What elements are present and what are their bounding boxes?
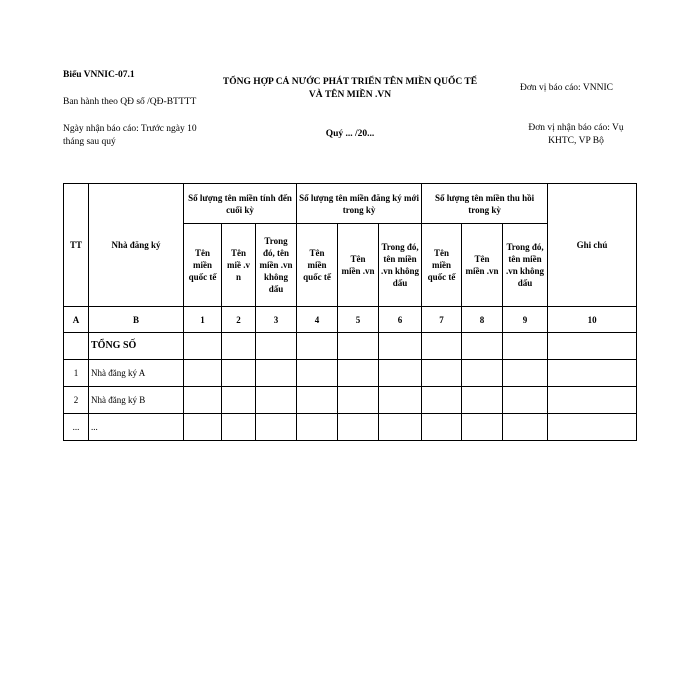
subheader-international-2: Tên miền quốc tế — [297, 224, 338, 307]
table-cell — [338, 387, 379, 414]
header-notes: Ghi chú — [548, 184, 637, 307]
table-cell — [379, 333, 422, 360]
table-cell — [256, 414, 297, 441]
header-tt: TT — [64, 184, 89, 307]
table-cell — [338, 414, 379, 441]
subheader-vn-2: Tên miền .vn — [338, 224, 379, 307]
row-name: ... — [89, 414, 184, 441]
table-cell — [184, 333, 222, 360]
report-title — [205, 76, 495, 102]
table-cell — [338, 360, 379, 387]
table-cell — [297, 387, 338, 414]
table-cell — [548, 414, 637, 441]
table-cell — [422, 387, 462, 414]
table-row — [64, 387, 637, 414]
table-cell — [379, 360, 422, 387]
form-code: Biểu VNNIC-07.1 — [63, 70, 135, 80]
row-tt — [64, 333, 89, 360]
table-cell — [379, 387, 422, 414]
subheader-no-accent-1: Trong đó, tên miền .vn không dấu — [256, 224, 297, 307]
index-cell: A — [64, 307, 89, 333]
table-cell — [422, 333, 462, 360]
subheader-vn-1: Tên miề .v n — [222, 224, 256, 307]
index-cell: 8 — [462, 307, 503, 333]
table-cell — [548, 333, 637, 360]
row-tt: 1 — [64, 360, 89, 387]
index-cell: 7 — [422, 307, 462, 333]
table-cell — [297, 414, 338, 441]
summary-table — [63, 183, 637, 441]
receive-date — [63, 123, 233, 149]
receive-date-line2: tháng sau quý — [63, 137, 116, 147]
quarter-label: Quý ... /20... — [325, 129, 375, 139]
table-row — [64, 414, 637, 441]
table-cell — [503, 360, 548, 387]
table-row-total — [64, 333, 637, 360]
table-row — [64, 360, 637, 387]
table-cell — [297, 360, 338, 387]
row-name: Nhà đăng ký B — [89, 387, 184, 414]
table-cell — [462, 387, 503, 414]
index-cell: 4 — [297, 307, 338, 333]
header-group-revoked: Số lượng tên miền thu hồi trong kỳ — [422, 184, 548, 224]
receive-date-line1: Ngày nhận báo cáo: Trước ngày 10 — [63, 124, 197, 134]
header-registrar: Nhà đăng ký — [89, 184, 184, 307]
index-cell: 10 — [548, 307, 637, 333]
table-cell — [422, 414, 462, 441]
row-tt: 2 — [64, 387, 89, 414]
index-row — [64, 307, 637, 333]
table-cell — [222, 333, 256, 360]
subheader-international-1: Tên miền quốc tế — [184, 224, 222, 307]
table-cell — [503, 414, 548, 441]
subheader-international-3: Tên miền quốc tế — [422, 224, 462, 307]
header-group-new-registrations: Số lượng tên miền đăng ký mới trong kỳ — [297, 184, 422, 224]
table-cell — [462, 360, 503, 387]
receiving-unit — [516, 122, 636, 148]
receiving-unit-line2: KHTC, VP Bộ — [548, 136, 604, 146]
table-cell — [548, 360, 637, 387]
index-cell: 9 — [503, 307, 548, 333]
table-cell — [422, 360, 462, 387]
table-cell — [503, 387, 548, 414]
table-cell — [222, 360, 256, 387]
table-cell — [462, 333, 503, 360]
table-cell — [548, 387, 637, 414]
subheader-vn-3: Tên miền .vn — [462, 224, 503, 307]
row-name: Nhà đăng ký A — [89, 360, 184, 387]
table-cell — [256, 387, 297, 414]
index-cell: 5 — [338, 307, 379, 333]
table-cell — [256, 333, 297, 360]
header-group-total-end-period: Số lượng tên miền tính đến cuối kỳ — [184, 184, 297, 224]
table-cell — [184, 387, 222, 414]
table-cell — [222, 387, 256, 414]
table-cell — [256, 360, 297, 387]
table-cell — [184, 414, 222, 441]
table-cell — [297, 333, 338, 360]
index-cell: 2 — [222, 307, 256, 333]
subheader-no-accent-3: Trong đó, tên miền .vn không dấu — [503, 224, 548, 307]
index-cell: B — [89, 307, 184, 333]
table-cell — [338, 333, 379, 360]
index-cell: 3 — [256, 307, 297, 333]
row-tt: ... — [64, 414, 89, 441]
table-cell — [379, 414, 422, 441]
title-line2: VÀ TÊN MIỀN .VN — [308, 90, 392, 100]
subheader-no-accent-2: Trong đó, tên miền .vn không dấu — [379, 224, 422, 307]
table-cell — [222, 414, 256, 441]
index-cell: 1 — [184, 307, 222, 333]
table-cell — [184, 360, 222, 387]
reporting-unit: Đơn vị báo cáo: VNNIC — [520, 83, 613, 93]
table-cell — [503, 333, 548, 360]
row-name-total: TỔNG SỐ — [89, 333, 184, 360]
title-line1: TỔNG HỢP CẢ NƯỚC PHÁT TRIỂN TÊN MIỀN QUỐC TẾ — [222, 77, 478, 87]
receiving-unit-line1: Đơn vị nhận báo cáo: Vụ — [528, 123, 624, 133]
issued-by: Ban hành theo QĐ số /QĐ-BTTTT — [63, 97, 197, 107]
table-cell — [462, 414, 503, 441]
index-cell: 6 — [379, 307, 422, 333]
